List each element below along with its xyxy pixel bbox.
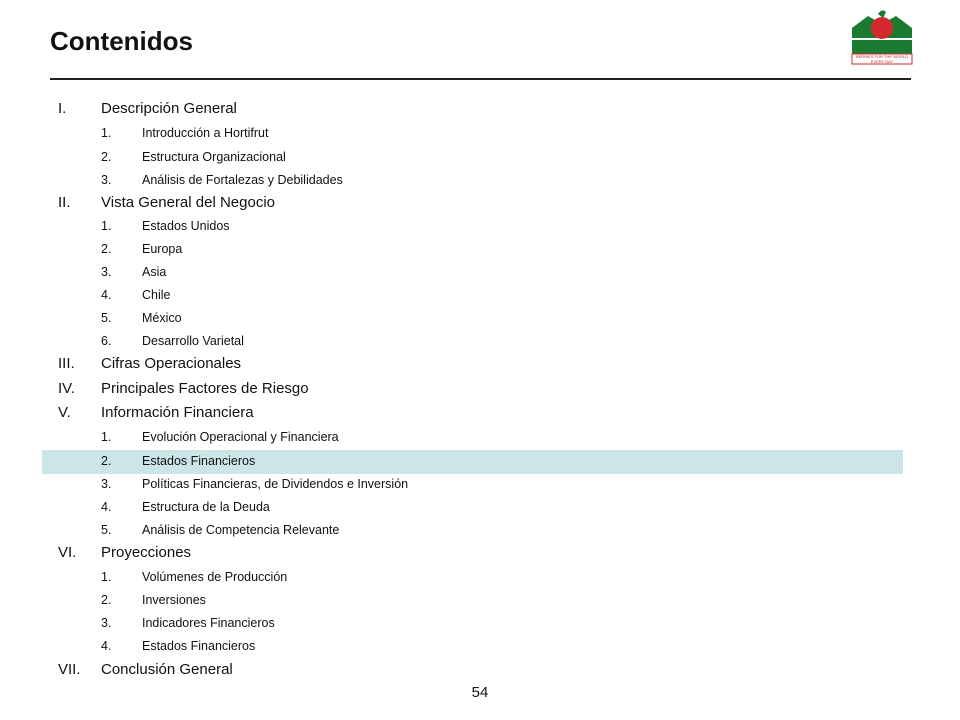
page-number: 54 — [471, 684, 489, 701]
toc-label: Introducción a Hortifrut — [142, 126, 269, 140]
toc-label: Chile — [142, 288, 171, 302]
toc-label: Indicadores Financieros — [142, 616, 275, 630]
toc-label: Estructura Organizacional — [142, 150, 286, 164]
toc-number: VI. — [58, 544, 77, 561]
toc-number: 4. — [101, 639, 112, 653]
toc-number: 2. — [101, 150, 112, 164]
toc-number: 4. — [101, 288, 112, 302]
toc-number: 2. — [101, 242, 112, 256]
toc-label: Evolución Operacional y Financiera — [142, 430, 339, 444]
toc-label: Asia — [142, 265, 167, 279]
toc-number: 1. — [101, 126, 112, 140]
toc-number: 4. — [101, 500, 112, 514]
toc-number: 2. — [101, 454, 112, 468]
toc-label: Descripción General — [101, 100, 237, 117]
toc-label: Estados Unidos — [142, 219, 230, 233]
toc-label: Estados Financieros — [142, 454, 256, 468]
toc-label: Cifras Operacionales — [101, 355, 242, 372]
toc-label: Estructura de la Deuda — [142, 500, 270, 514]
toc-number: 3. — [101, 265, 112, 279]
toc-number: 5. — [101, 523, 112, 537]
toc-number: 2. — [101, 593, 112, 607]
logo-tagline: BERRIES FOR THE WORLD EVERY DAY — [855, 54, 909, 64]
toc-label: Análisis de Competencia Relevante — [142, 523, 340, 537]
toc-label: Inversiones — [142, 593, 206, 607]
toc-number: V. — [58, 404, 71, 421]
title-divider — [50, 78, 911, 80]
toc-number: III. — [58, 355, 75, 372]
toc-label: Europa — [142, 242, 183, 256]
toc-label: México — [142, 311, 182, 325]
toc-label: Análisis de Fortalezas y Debilidades — [142, 173, 343, 187]
toc-label: Desarrollo Varietal — [142, 334, 244, 348]
toc-number: 3. — [101, 616, 112, 630]
toc-number: II. — [58, 194, 71, 211]
toc-label: Estados Financieros — [142, 639, 256, 653]
toc-number: VII. — [58, 661, 81, 678]
toc-number: 1. — [101, 430, 112, 444]
toc-number: 6. — [101, 334, 112, 348]
toc-label: Información Financiera — [101, 404, 254, 421]
toc-number: 5. — [101, 311, 112, 325]
toc-label: Volúmenes de Producción — [142, 570, 288, 584]
toc-number: I. — [58, 100, 67, 117]
toc-label: Vista General del Negocio — [101, 194, 275, 211]
logo-brand: HORTIFRUT — [856, 42, 908, 52]
toc-number: 3. — [101, 173, 112, 187]
toc-label: Principales Factores de Riesgo — [101, 380, 309, 397]
toc-number: 3. — [101, 477, 112, 491]
toc-label: Conclusión General — [101, 661, 233, 678]
toc-number: 1. — [101, 219, 112, 233]
page-title: Contenidos — [50, 26, 193, 56]
toc-label: Políticas Financieras, de Dividendos e Inversión — [142, 477, 409, 491]
toc-number: 1. — [101, 570, 112, 584]
toc-number: IV. — [58, 380, 75, 397]
toc-label: Proyecciones — [101, 544, 192, 561]
